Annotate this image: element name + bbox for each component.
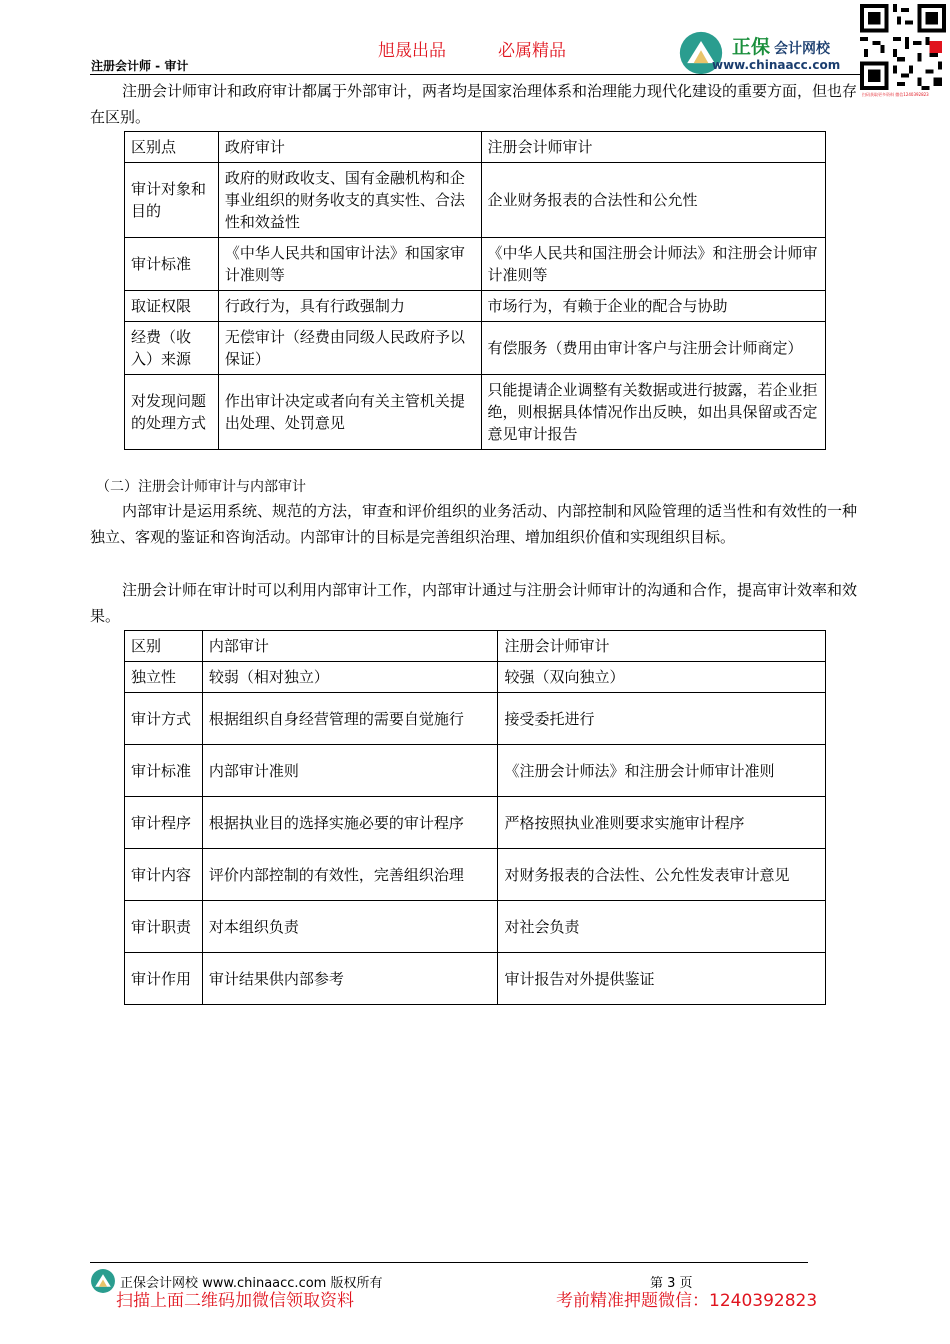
table-cell: 无偿审计（经费由同级人民政府予以保证） [218, 322, 481, 375]
logo-name: 正保 会计网校 [732, 36, 831, 58]
table-row [125, 797, 826, 849]
header-cell: 注册会计师审计 [481, 132, 825, 163]
cooperation-paragraph: 注册会计师在审计时可以利用内部审计工作，内部审计通过与注册会计师审计的沟通和合作，提高审计效率和效果。 [90, 581, 858, 625]
table-row [125, 849, 826, 901]
table-row [125, 693, 826, 745]
course-title: 注册会计师 - 审计 [91, 59, 189, 73]
table-cell: 根据执业目的选择实施必要的审计程序 [202, 797, 498, 849]
table-cell: 经费（收入）来源 [125, 322, 219, 375]
internal-audit-paragraph: 内部审计是运用系统、规范的方法，审查和评价组织的业务活动、内部控制和风险管理的适当性和有效性的一种独立、客观的鉴证和咨询活动。内部审计的目标是完善组织治理、增加组织价值和实现组织目标。 [90, 502, 858, 546]
qr-caption: 扫码获取更多资料 微信1240392823 [862, 92, 929, 97]
table-header-row [125, 631, 826, 662]
table-cell: 接受委托进行 [498, 693, 826, 745]
table-cell: 《注册会计师法》和注册会计师审计准则 [498, 745, 826, 797]
footer-logo-icon [90, 1268, 116, 1294]
logo-url: www.chinaacc.com [712, 58, 841, 72]
table-cell: 根据组织自身经营管理的需要自觉施行 [202, 693, 498, 745]
footer-copyright: 正保会计网校 www.chinaacc.com 版权所有 [120, 1276, 383, 1291]
table-cell: 行政行为，具有行政强制力 [218, 291, 481, 322]
table-cell: 较强（双向独立） [498, 662, 826, 693]
table-cell: 审计对象和目的 [125, 163, 219, 238]
header-slogan-2: 必属精品 [498, 41, 566, 61]
table-cell: 对财务报表的合法性、公允性发表审计意见 [498, 849, 826, 901]
table-cell: 对发现问题的处理方式 [125, 375, 219, 450]
table-cell: 审计作用 [125, 953, 203, 1005]
header-slogan-1: 旭晟出品 [378, 41, 446, 61]
table-cell: 严格按照执业准则要求实施审计程序 [498, 797, 826, 849]
footer-promo-left: 扫描上面二维码加微信领取资料 [116, 1291, 354, 1311]
table-row [125, 238, 826, 291]
table-row [125, 291, 826, 322]
section-title: （二）注册会计师审计与内部审计 [96, 479, 306, 495]
table-cell: 内部审计准则 [202, 745, 498, 797]
table-row [125, 163, 826, 238]
table-row [125, 901, 826, 953]
footer-rule [90, 1262, 808, 1263]
table-row [125, 375, 826, 450]
table-row [125, 745, 826, 797]
header-cell: 内部审计 [202, 631, 498, 662]
table-cell: 《中华人民共和国审计法》和国家审计准则等 [218, 238, 481, 291]
table-cell: 只能提请企业调整有关数据或进行披露，若企业拒绝，则根据具体情况作出反映，如出具保留或否定意见审计报告 [481, 375, 825, 450]
table-cell: 《中华人民共和国注册会计师法》和注册会计师审计准则等 [481, 238, 825, 291]
header-cell: 区别点 [125, 132, 219, 163]
table-cell: 审计标准 [125, 745, 203, 797]
table-cell: 有偿服务（费用由审计客户与注册会计师商定） [481, 322, 825, 375]
footer-promo-right: 考前精准押题微信：1240392823 [556, 1291, 818, 1311]
table-cell: 较弱（相对独立） [202, 662, 498, 693]
table-cell: 作出审计决定或者向有关主管机关提出处理、处罚意见 [218, 375, 481, 450]
header-rule [90, 74, 860, 75]
table-cell: 审计报告对外提供鉴证 [498, 953, 826, 1005]
qr-code-icon [860, 4, 946, 90]
table-row [125, 662, 826, 693]
table-cell: 对本组织负责 [202, 901, 498, 953]
table-cell: 取证权限 [125, 291, 219, 322]
internal-vs-cpa-table [124, 630, 826, 1005]
header-cell: 区别 [125, 631, 203, 662]
header-cell: 注册会计师审计 [498, 631, 826, 662]
intro-paragraph: 注册会计师审计和政府审计都属于外部审计，两者均是国家治理体系和治理能力现代化建设的重要方面，但也存在区别。 [90, 82, 858, 126]
table-cell: 市场行为，有赖于企业的配合与协助 [481, 291, 825, 322]
table-cell: 评价内部控制的有效性，完善组织治理 [202, 849, 498, 901]
page-number: 第 3 页 [650, 1276, 693, 1291]
table-cell: 独立性 [125, 662, 203, 693]
table-cell: 审计结果供内部参考 [202, 953, 498, 1005]
table-cell: 审计程序 [125, 797, 203, 849]
table-cell: 对社会负责 [498, 901, 826, 953]
table-cell: 审计标准 [125, 238, 219, 291]
table-cell: 审计方式 [125, 693, 203, 745]
table-row [125, 953, 826, 1005]
table-cell: 审计职责 [125, 901, 203, 953]
table-cell: 审计内容 [125, 849, 203, 901]
table-row [125, 322, 826, 375]
header-cell: 政府审计 [218, 132, 481, 163]
table-cell: 政府的财政收支、国有金融机构和企事业组织的财务收支的真实性、合法性和效益性 [218, 163, 481, 238]
table-cell: 企业财务报表的合法性和公允性 [481, 163, 825, 238]
table-header-row [125, 132, 826, 163]
gov-vs-cpa-table [124, 131, 826, 450]
